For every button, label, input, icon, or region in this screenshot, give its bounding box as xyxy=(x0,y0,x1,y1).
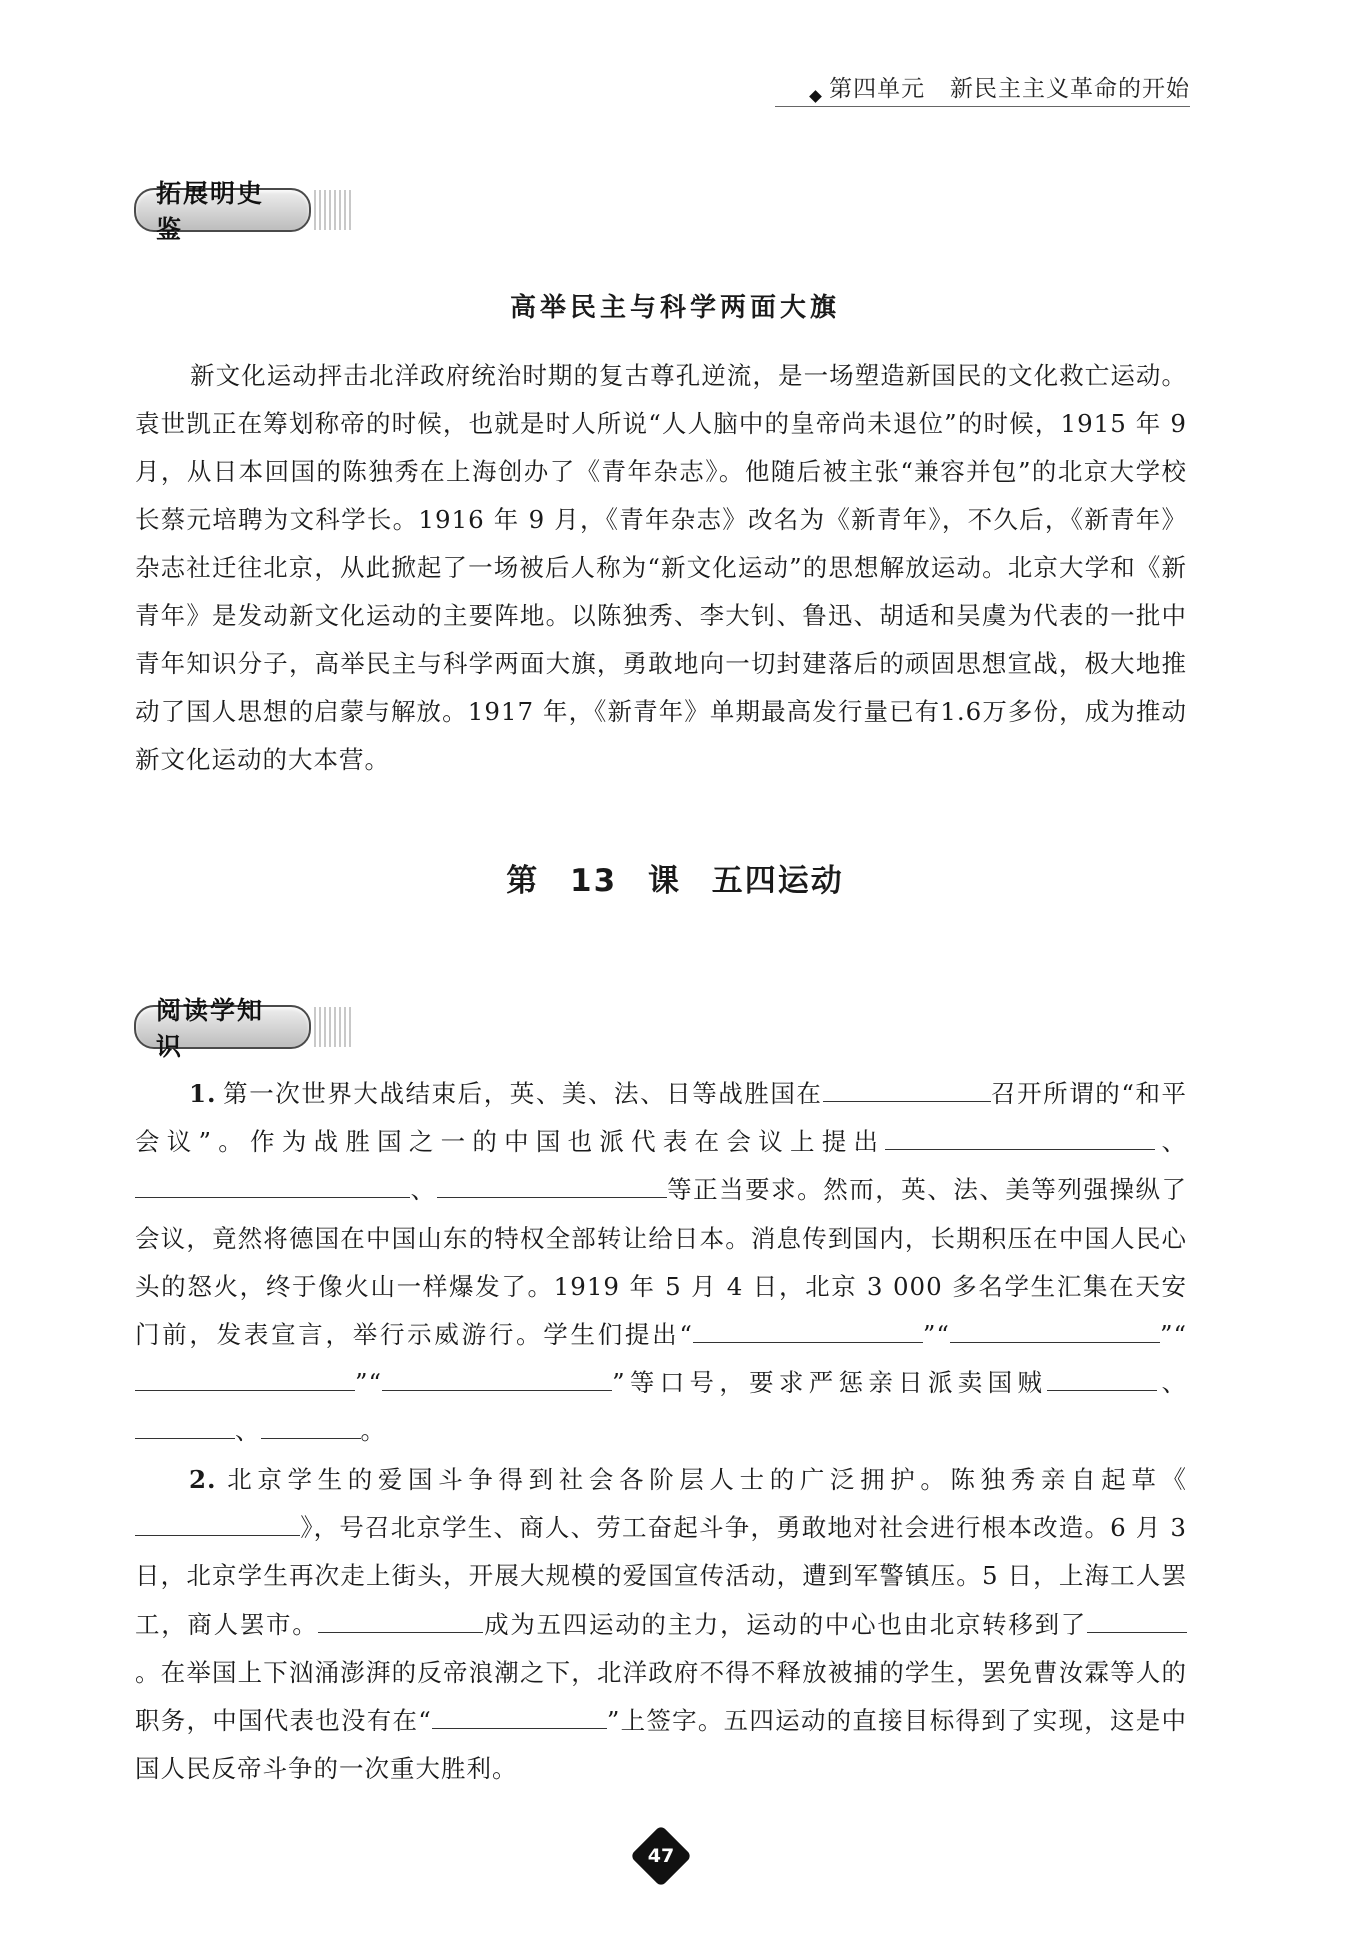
fill-blank[interactable] xyxy=(432,1700,607,1729)
question-text: 、 xyxy=(1157,1368,1187,1398)
header-unit: 第四单元 xyxy=(829,76,926,102)
essay-body: 新文化运动抨击北洋政府统治时期的复古尊孔逆流，是一场塑造新国民的文化救亡运动。袁世凯正在筹划称帝的时候，也就是时人所说“人人脑中的皇帝尚未退位”的时候，1915 年 9 月，从日本回国的陈独秀在上海创办了《青年杂志》。他随后被主张“兼容并包”的北京大学校长蔡元培聘为文科学长。1916 年 9 月，《青年杂志》改名为《新青年》，不久后，《新青年》杂志社迁往北京，从此掀起了一场被后人称为“新文化运动”的思想解放运动。北京大学和《新青年》是发动新文化运动的主要阵地。以陈独秀、李大钊、鲁迅、胡适和吴虞为代表的一批中青年知识分子，高举民主与科学两面大旗，勇敢地向一切封建落后的顽固思想宣战，极大地推动了国人思想的启蒙与解放。1917 年，《新青年》单期最高发行量已有1.6万多份，成为推动新文化运动的大本营。 xyxy=(135,361,1187,774)
question-text: ”“ xyxy=(355,1368,383,1398)
fill-blank[interactable] xyxy=(135,1362,355,1391)
question-text: 成为五四运动的主力，运动的中心也由北京转移到了 xyxy=(483,1609,1087,1639)
fill-blank[interactable] xyxy=(885,1121,1155,1150)
lesson-number: 第 13 课 xyxy=(506,863,681,899)
fill-blank[interactable] xyxy=(135,1169,410,1198)
fill-blank[interactable] xyxy=(318,1604,483,1633)
running-header xyxy=(829,70,1190,103)
fill-blank[interactable] xyxy=(950,1314,1160,1343)
fill-blank[interactable] xyxy=(823,1073,991,1102)
question-text: ”“ xyxy=(1159,1320,1187,1350)
fill-blank[interactable] xyxy=(135,1507,300,1536)
question-1 xyxy=(135,1070,1187,1456)
question-text: 。 xyxy=(360,1416,386,1446)
question-text: 、 xyxy=(1155,1127,1187,1157)
section-tag-reading xyxy=(134,996,354,1061)
section-tag-history xyxy=(134,179,354,244)
section-tag-label: 阅读学知识 xyxy=(134,1005,311,1049)
fill-blank[interactable] xyxy=(1087,1604,1187,1633)
fill-blank[interactable] xyxy=(261,1410,361,1439)
question-text: ”等口号，要求严惩亲日派卖国贼 xyxy=(612,1368,1048,1398)
tag-stripes-decoration xyxy=(314,1007,354,1047)
question-text: 》，号召北京学生、商人、劳工奋起斗争，勇敢地对社会进行根本改造。6 月 3 日，北京学生再次走上街头，开展大规模的爱国宣传活动，遭到军警镇压。5 日，上海工人罢工，商人罢市。 xyxy=(135,1513,1187,1639)
fill-blank[interactable] xyxy=(437,1169,667,1198)
question-text: 、 xyxy=(235,1416,261,1446)
tag-stripes-decoration xyxy=(314,190,354,230)
header-unit-title: 新民主主义革命的开始 xyxy=(950,76,1190,102)
question-2 xyxy=(135,1456,1187,1793)
lesson-title xyxy=(0,855,1350,900)
section-tag-label: 拓展明史鉴 xyxy=(134,188,311,232)
question-text: 召开所谓的“和平会议”。作为战胜国之一的中国也派代表在会议上提出 xyxy=(135,1079,1187,1157)
question-number: 2. xyxy=(189,1465,217,1494)
question-text: 。在举国上下汹涌澎湃的反帝浪潮之下，北洋政府不得不释放被捕的学生，罢免曹汝霖等人的职务，中国代表也没有在“ xyxy=(135,1657,1187,1736)
question-text: 、 xyxy=(410,1175,437,1205)
page-number-badge xyxy=(635,1830,687,1882)
fill-blank[interactable] xyxy=(693,1314,923,1343)
page-number: 47 xyxy=(647,1845,675,1867)
question-text: 第一次世界大战结束后，英、美、法、日等战胜国在 xyxy=(222,1079,823,1108)
question-text: ”上签字。五四运动的直接目标得到了实现，这是中国人民反帝斗争的一次重大胜利。 xyxy=(135,1706,1187,1784)
fill-blank[interactable] xyxy=(1047,1362,1157,1391)
diamond-bullet-icon xyxy=(809,90,822,103)
fill-blank[interactable] xyxy=(135,1410,235,1439)
question-text: 北京学生的爱国斗争得到社会各阶层人士的广泛拥护。陈独秀亲自起草《 xyxy=(222,1465,1187,1494)
question-text: 等正当要求。然而，英、法、美等列强操纵了会议，竟然将德国在中国山东的特权全部转让给日本。消息传到国内，长期积压在中国人民心头的怒火，终于像火山一样爆发了。1919 年 5 月 4 日，北京 3 000 多名学生汇集在天安门前，发表宣言，举行示威游行。学生们提出“ xyxy=(135,1175,1187,1350)
header-rule xyxy=(775,106,1190,107)
fill-blank[interactable] xyxy=(382,1362,612,1391)
essay-title: 高举民主与科学两面大旗 xyxy=(509,293,840,323)
question-text: ”“ xyxy=(922,1320,950,1350)
question-number: 1. xyxy=(189,1079,217,1108)
lesson-name: 五四运动 xyxy=(711,863,844,899)
